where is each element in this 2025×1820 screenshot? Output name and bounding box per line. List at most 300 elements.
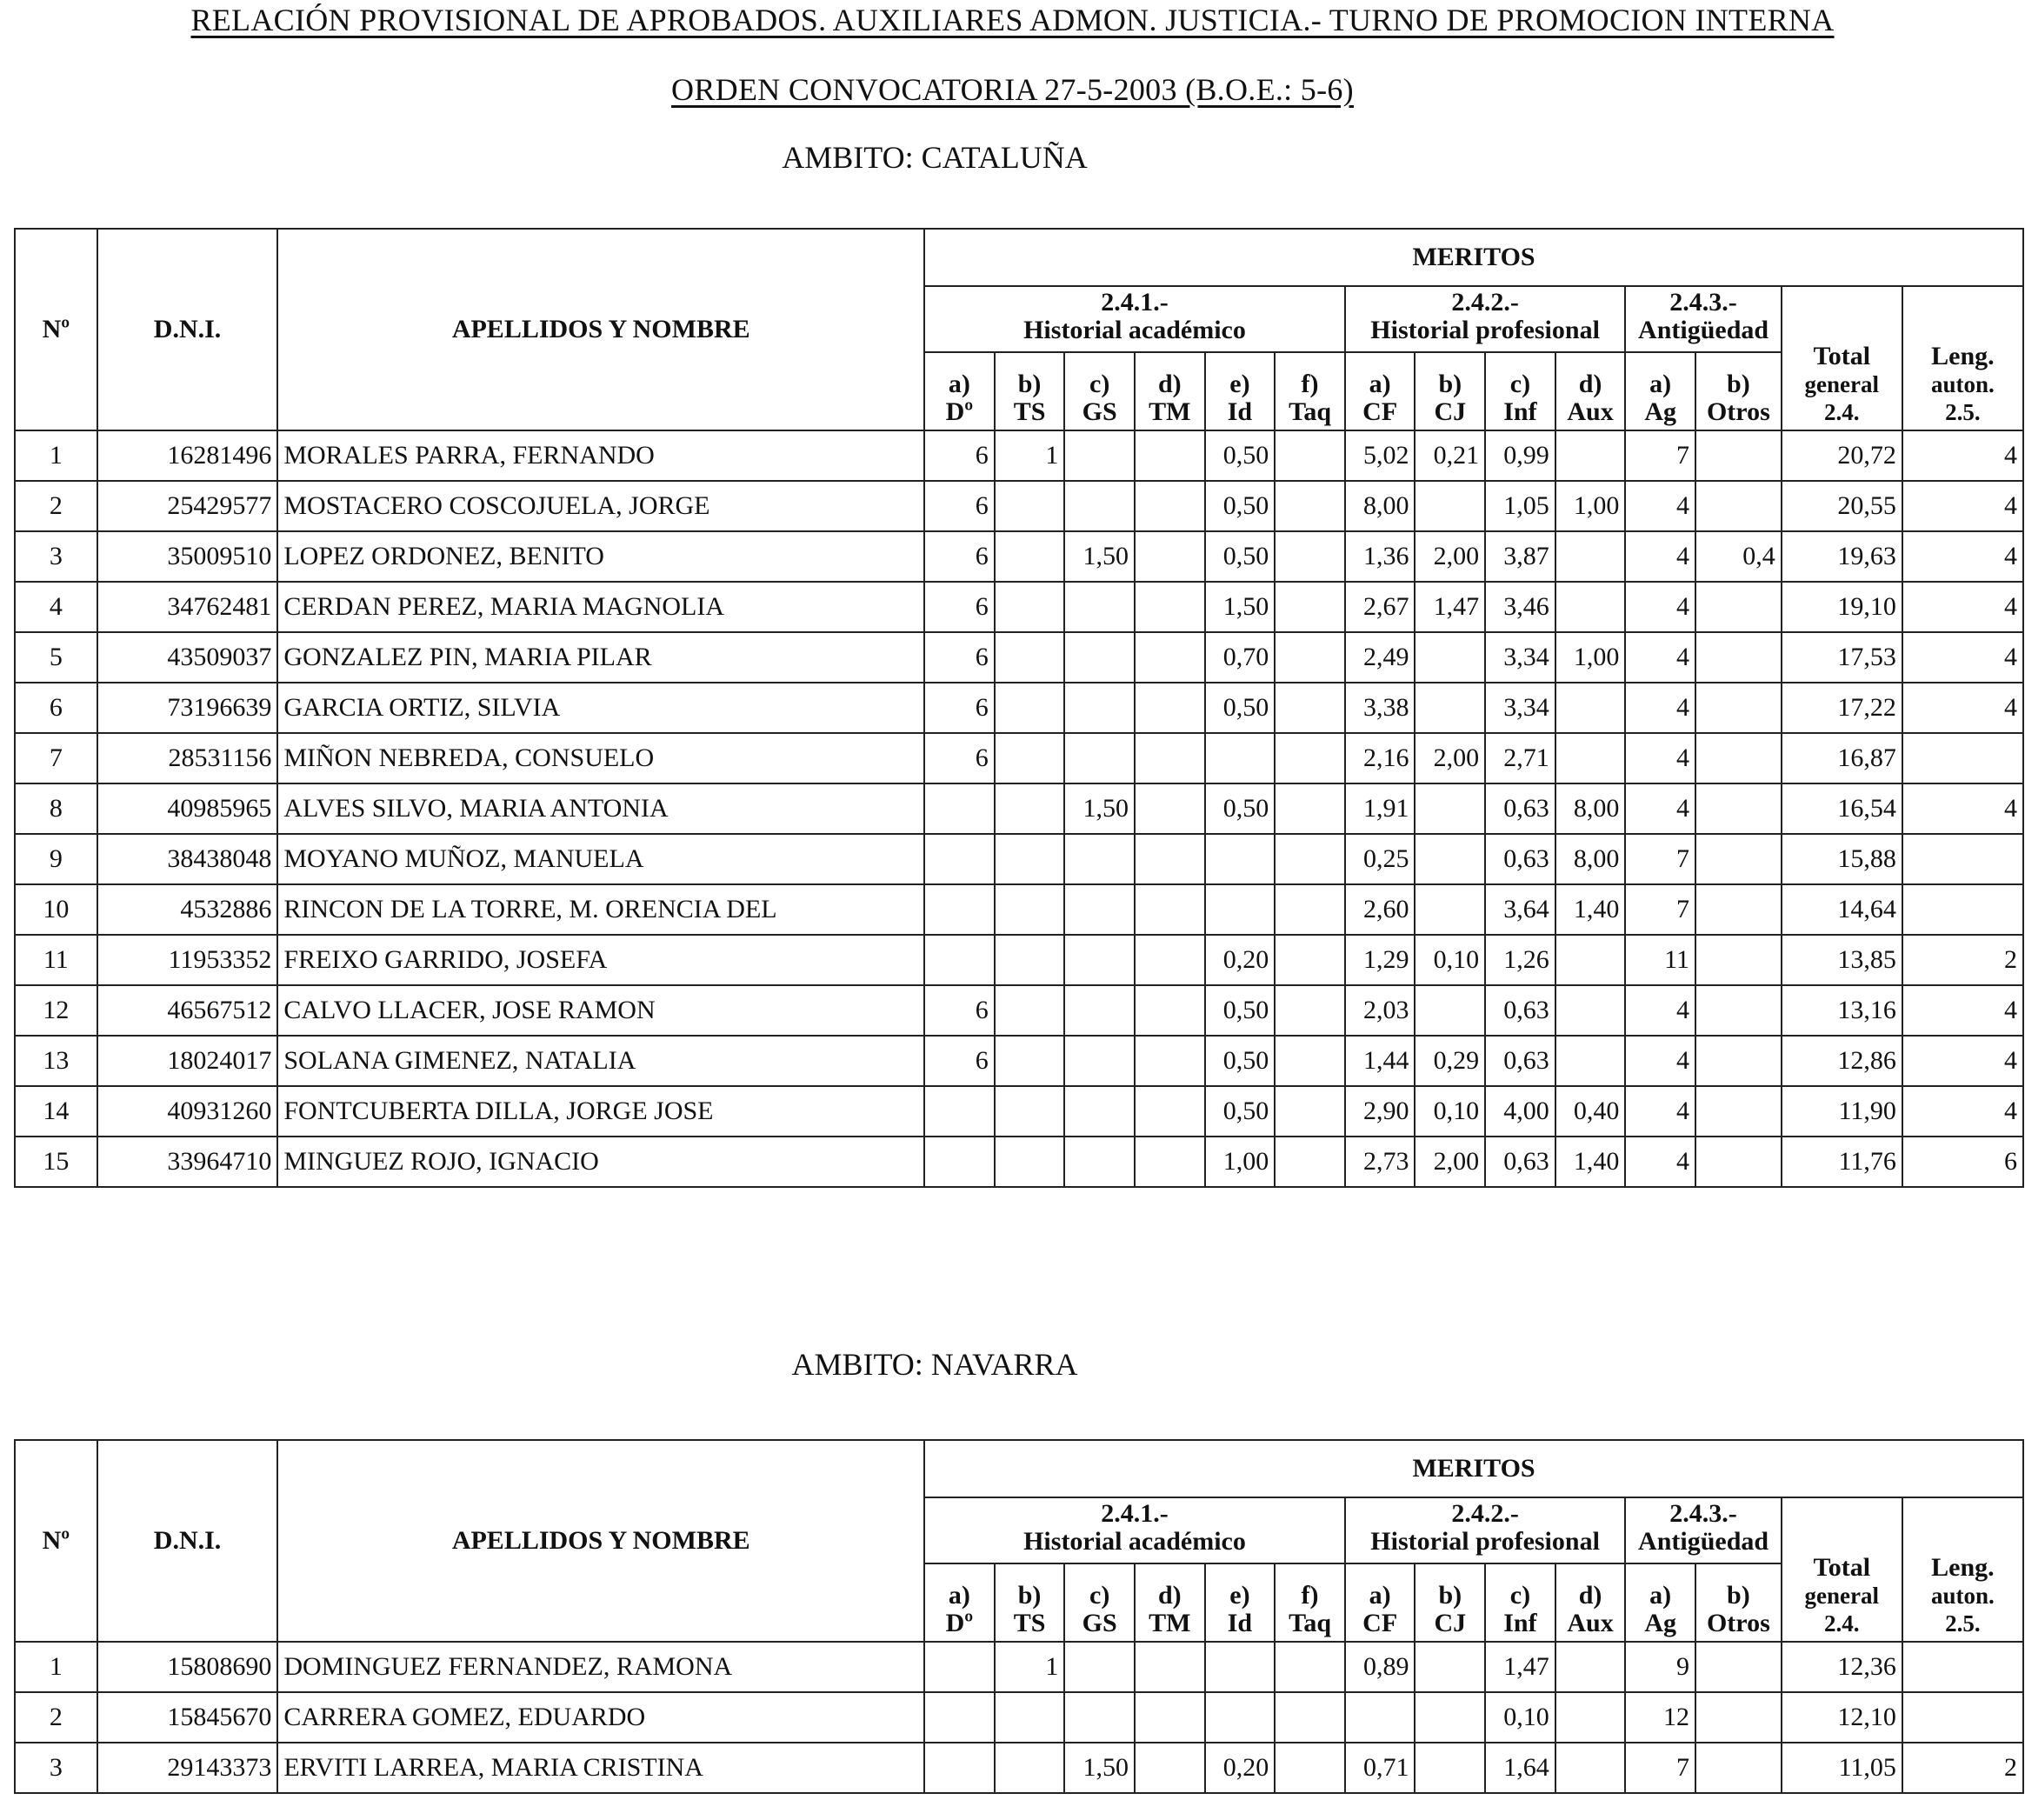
cell-value: 0,25 — [1345, 834, 1416, 884]
cell-name: MOSTACERO COSCOJUELA, JORGE — [277, 481, 924, 531]
cell-value — [995, 783, 1065, 834]
cell-value: 0,50 — [1205, 783, 1276, 834]
cell-dni: 15808690 — [97, 1642, 278, 1692]
cell-value — [1555, 1642, 1626, 1692]
cell-value: 2,49 — [1345, 632, 1416, 683]
subcol-letter: e) — [1229, 1581, 1250, 1610]
subcol-letter: a) — [1649, 1581, 1672, 1610]
table-row — [15, 582, 2023, 632]
cell-value — [1695, 1086, 1782, 1137]
cell-value — [1695, 834, 1782, 884]
cell-value — [1555, 985, 1626, 1036]
cell-value — [1695, 430, 1782, 481]
subcol-abbr: Id — [1227, 1609, 1253, 1637]
cell-value — [1275, 683, 1345, 733]
col-header-meritos: MERITOS — [924, 1440, 2023, 1497]
subcol-abbr: TS — [1013, 1609, 1046, 1637]
group-header-antiguedad-code: 2.4.3.- — [1669, 1499, 1737, 1528]
cell-value: 1,29 — [1345, 935, 1416, 985]
cell-value — [995, 834, 1065, 884]
cell-value — [924, 1743, 995, 1793]
cell-value: 6 — [924, 531, 995, 582]
cell-value: 1,26 — [1485, 935, 1555, 985]
subcol-header — [1345, 1563, 1416, 1642]
cell-value: 1,64 — [1485, 1743, 1555, 1793]
cell-value — [924, 1642, 995, 1692]
cell-no: 12 — [15, 985, 97, 1036]
cell-value — [995, 935, 1065, 985]
cell-value — [1135, 582, 1205, 632]
cell-no: 11 — [15, 935, 97, 985]
subcol-letter: d) — [1157, 370, 1182, 398]
cell-value: 4 — [1902, 683, 2023, 733]
subcol-header — [1555, 352, 1626, 430]
cell-value — [1695, 582, 1782, 632]
cell-value — [1275, 430, 1345, 481]
cell-dni: 16281496 — [97, 430, 278, 481]
cell-name: CARRERA GOMEZ, EDUARDO — [277, 1692, 924, 1743]
cell-value — [1064, 632, 1135, 683]
group-header-academico-label: Historial académico — [1023, 1527, 1246, 1556]
cell-value — [1695, 935, 1782, 985]
subcol-letter: b) — [1438, 1581, 1462, 1610]
cell-value — [995, 582, 1065, 632]
cell-value — [1135, 430, 1205, 481]
cell-value — [924, 884, 995, 935]
cell-value — [1415, 1743, 1485, 1793]
cell-value: 4 — [1625, 632, 1695, 683]
cell-value — [1555, 582, 1626, 632]
cell-value — [1064, 935, 1135, 985]
cell-value — [1135, 985, 1205, 1036]
cell-value: 0,63 — [1485, 783, 1555, 834]
cell-dni: 29143373 — [97, 1743, 278, 1793]
cell-value: 2,00 — [1415, 1137, 1485, 1187]
subcol-abbr: Otros — [1706, 397, 1770, 426]
cell-value — [1205, 1692, 1276, 1743]
subcol-abbr: Taq — [1289, 397, 1332, 426]
subcol-header — [1064, 352, 1135, 430]
cell-dni: 15845670 — [97, 1692, 278, 1743]
cell-value — [1275, 884, 1345, 935]
cell-value — [995, 1743, 1065, 1793]
cell-value — [995, 531, 1065, 582]
cell-value — [1064, 481, 1135, 531]
cell-value: 4 — [1902, 582, 2023, 632]
cell-name: FONTCUBERTA DILLA, JORGE JOSE — [277, 1086, 924, 1137]
cell-value: 4 — [1902, 783, 2023, 834]
subcol-letter: e) — [1229, 370, 1250, 398]
cell-value: 17,53 — [1782, 632, 1902, 683]
subcol-abbr: TM — [1149, 397, 1191, 426]
table-row — [15, 1036, 2023, 1086]
cell-value: 1,40 — [1555, 884, 1626, 935]
cell-value: 13,85 — [1782, 935, 1902, 985]
cell-value: 2,00 — [1415, 733, 1485, 783]
cell-value — [1135, 834, 1205, 884]
cell-value — [995, 884, 1065, 935]
cell-value — [1135, 1743, 1205, 1793]
cell-value — [1275, 1086, 1345, 1137]
cell-value: 3,34 — [1485, 632, 1555, 683]
results-table-cataluna — [14, 228, 2024, 1188]
cell-value: 0,10 — [1415, 935, 1485, 985]
cell-value — [1205, 733, 1276, 783]
cell-value — [1695, 884, 1782, 935]
subcol-letter: d) — [1578, 370, 1602, 398]
cell-value: 6 — [924, 632, 995, 683]
subcol-abbr: CF — [1362, 1609, 1398, 1637]
group-header-antiguedad-code: 2.4.3.- — [1669, 288, 1737, 317]
table-row — [15, 683, 2023, 733]
col-header-meritos: MERITOS — [924, 229, 2023, 286]
cell-name: MINGUEZ ROJO, IGNACIO — [277, 1137, 924, 1187]
cell-value: 0,4 — [1695, 531, 1782, 582]
cell-value: 3,34 — [1485, 683, 1555, 733]
cell-value: 0,70 — [1205, 632, 1276, 683]
cell-value — [1555, 531, 1626, 582]
subcol-header — [995, 1563, 1065, 1642]
cell-dni: 4532886 — [97, 884, 278, 935]
cell-value: 8,00 — [1555, 783, 1626, 834]
cell-value: 17,22 — [1782, 683, 1902, 733]
cell-value — [995, 632, 1065, 683]
subcol-letter: d) — [1578, 1581, 1602, 1610]
cell-value — [1064, 1036, 1135, 1086]
subcol-header — [1695, 1563, 1782, 1642]
cell-value — [1064, 582, 1135, 632]
cell-no: 3 — [15, 1743, 97, 1793]
section-title-cataluna: AMBITO: CATALUÑA — [782, 140, 1088, 175]
cell-value: 4,00 — [1485, 1086, 1555, 1137]
subcol-abbr: Ag — [1644, 1609, 1676, 1637]
table-row — [15, 1086, 2023, 1137]
cell-no: 2 — [15, 481, 97, 531]
subcol-header — [1345, 352, 1416, 430]
cell-no: 8 — [15, 783, 97, 834]
cell-no: 13 — [15, 1036, 97, 1086]
subcol-header — [1135, 1563, 1205, 1642]
cell-no: 1 — [15, 430, 97, 481]
cell-value — [1695, 1743, 1782, 1793]
subcol-header — [995, 352, 1065, 430]
subcol-letter: a) — [1369, 370, 1391, 398]
cell-value: 7 — [1625, 1743, 1695, 1793]
cell-value: 0,63 — [1485, 985, 1555, 1036]
cell-value — [1275, 481, 1345, 531]
cell-no: 10 — [15, 884, 97, 935]
cell-name: ALVES SILVO, MARIA ANTONIA — [277, 783, 924, 834]
cell-value — [1064, 430, 1135, 481]
cell-value — [1275, 531, 1345, 582]
cell-value — [995, 733, 1065, 783]
cell-value — [1064, 834, 1135, 884]
table-row — [15, 430, 2023, 481]
group-header-academico-code: 2.4.1.- — [1101, 288, 1169, 317]
cell-value — [1275, 733, 1345, 783]
cell-value: 6 — [924, 683, 995, 733]
cell-value — [995, 1086, 1065, 1137]
cell-value: 0,71 — [1345, 1743, 1416, 1793]
cell-value — [995, 1692, 1065, 1743]
subcol-letter: b) — [1017, 370, 1042, 398]
total-l3: 2.4. — [1824, 399, 1860, 425]
subcol-abbr: Id — [1227, 397, 1253, 426]
cell-value — [1415, 985, 1485, 1036]
cell-value: 6 — [924, 481, 995, 531]
subcol-header — [1415, 1563, 1485, 1642]
cell-value — [1345, 1692, 1416, 1743]
cell-value — [1135, 632, 1205, 683]
subcol-header — [1625, 1563, 1695, 1642]
cell-name: CALVO LLACER, JOSE RAMON — [277, 985, 924, 1036]
subcol-abbr: CF — [1362, 397, 1398, 426]
cell-value — [1135, 683, 1205, 733]
cell-name: SOLANA GIMENEZ, NATALIA — [277, 1036, 924, 1086]
cell-value: 14,64 — [1782, 884, 1902, 935]
cell-value: 0,50 — [1205, 531, 1276, 582]
subcol-abbr: Otros — [1706, 1609, 1770, 1637]
cell-name: GONZALEZ PIN, MARIA PILAR — [277, 632, 924, 683]
cell-name: GARCIA ORTIZ, SILVIA — [277, 683, 924, 733]
cell-name: CERDAN PEREZ, MARIA MAGNOLIA — [277, 582, 924, 632]
cell-value — [1135, 884, 1205, 935]
cell-value: 0,63 — [1485, 1137, 1555, 1187]
cell-value: 0,99 — [1485, 430, 1555, 481]
col-header-total — [1782, 1497, 1902, 1642]
cell-no: 15 — [15, 1137, 97, 1187]
cell-value — [1064, 1137, 1135, 1187]
cell-value — [1275, 985, 1345, 1036]
cell-dni: 11953352 — [97, 935, 278, 985]
subcol-letter: f) — [1301, 370, 1319, 398]
cell-value: 2,73 — [1345, 1137, 1416, 1187]
cell-no: 6 — [15, 683, 97, 733]
section-title-navarra: AMBITO: NAVARRA — [791, 1347, 1078, 1382]
table-row — [15, 481, 2023, 531]
cell-value — [1695, 733, 1782, 783]
cell-no: 14 — [15, 1086, 97, 1137]
total-l1: Total — [1813, 342, 1871, 370]
table-row — [15, 935, 2023, 985]
cell-value — [1275, 1642, 1345, 1692]
cell-value — [1902, 1642, 2023, 1692]
cell-value — [1695, 783, 1782, 834]
cell-value: 12,10 — [1782, 1692, 1902, 1743]
subcol-header — [1135, 352, 1205, 430]
leng-l2: auton. — [1931, 1583, 1995, 1609]
cell-value: 1,05 — [1485, 481, 1555, 531]
cell-value: 2,71 — [1485, 733, 1555, 783]
cell-value: 1,50 — [1064, 1743, 1135, 1793]
cell-value: 4 — [1625, 1036, 1695, 1086]
cell-value: 13,16 — [1782, 985, 1902, 1036]
cell-value — [1135, 1137, 1205, 1187]
cell-value — [1695, 481, 1782, 531]
cell-value: 12,36 — [1782, 1642, 1902, 1692]
cell-value: 0,63 — [1485, 1036, 1555, 1086]
subcol-header — [1555, 1563, 1626, 1642]
cell-value: 6 — [1902, 1137, 2023, 1187]
cell-value: 0,10 — [1485, 1692, 1555, 1743]
cell-value — [995, 1137, 1065, 1187]
cell-value: 0,89 — [1345, 1642, 1416, 1692]
cell-value: 11 — [1625, 935, 1695, 985]
subcol-abbr: TS — [1013, 397, 1046, 426]
subcol-abbr: Aux — [1567, 397, 1614, 426]
cell-value: 2 — [1902, 935, 2023, 985]
cell-name: DOMINGUEZ FERNANDEZ, RAMONA — [277, 1642, 924, 1692]
cell-value: 4 — [1625, 783, 1695, 834]
cell-value — [995, 1036, 1065, 1086]
cell-value — [1275, 632, 1345, 683]
cell-value: 12 — [1625, 1692, 1695, 1743]
table-row — [15, 632, 2023, 683]
table-row — [15, 884, 2023, 935]
cell-value: 1,91 — [1345, 783, 1416, 834]
cell-value: 4 — [1902, 531, 2023, 582]
cell-value: 1,47 — [1415, 582, 1485, 632]
subcol-header — [1205, 352, 1276, 430]
subcol-abbr: Taq — [1289, 1609, 1332, 1637]
cell-value: 4 — [1625, 531, 1695, 582]
cell-value: 7 — [1625, 430, 1695, 481]
cell-value: 4 — [1902, 1036, 2023, 1086]
subcol-letter: c) — [1509, 370, 1531, 398]
subcol-abbr: GS — [1082, 397, 1117, 426]
results-table-navarra — [14, 1439, 2024, 1794]
group-header-profesional-code: 2.4.2.- — [1451, 1499, 1519, 1528]
cell-value: 9 — [1625, 1642, 1695, 1692]
cell-dni: 33964710 — [97, 1137, 278, 1187]
cell-dni: 43509037 — [97, 632, 278, 683]
cell-value — [1205, 1642, 1276, 1692]
cell-value: 2,00 — [1415, 531, 1485, 582]
cell-value — [1135, 935, 1205, 985]
cell-value — [1135, 1036, 1205, 1086]
total-l2: general — [1804, 371, 1880, 397]
subcol-abbr: CJ — [1434, 397, 1467, 426]
cell-value — [1695, 632, 1782, 683]
group-header-academico — [924, 1497, 1345, 1563]
col-header-no: Nº — [15, 1440, 97, 1642]
subcol-letter: b) — [1727, 370, 1750, 398]
subcol-header — [1275, 352, 1345, 430]
cell-value — [1695, 1692, 1782, 1743]
cell-value — [1555, 1743, 1626, 1793]
cell-value — [1275, 1137, 1345, 1187]
subcol-header — [1485, 1563, 1555, 1642]
subcol-header — [924, 1563, 995, 1642]
cell-value: 0,50 — [1205, 985, 1276, 1036]
table-row — [15, 733, 2023, 783]
subcol-letter: c) — [1509, 1581, 1531, 1610]
cell-value — [1135, 1642, 1205, 1692]
cell-value — [1415, 481, 1485, 531]
cell-value — [1275, 1743, 1345, 1793]
cell-value — [995, 481, 1065, 531]
cell-value — [1064, 1086, 1135, 1137]
cell-value: 0,10 — [1415, 1086, 1485, 1137]
subcol-abbr: Inf — [1503, 397, 1537, 426]
cell-value: 0,50 — [1205, 683, 1276, 733]
subcol-letter: a) — [1369, 1581, 1391, 1610]
cell-value: 4 — [1902, 1086, 2023, 1137]
cell-value — [1275, 834, 1345, 884]
cell-dni: 28531156 — [97, 733, 278, 783]
cell-dni: 25429577 — [97, 481, 278, 531]
cell-value — [1275, 1692, 1345, 1743]
cell-value: 0,50 — [1205, 481, 1276, 531]
cell-value — [1902, 834, 2023, 884]
col-header-dni: D.N.I. — [97, 229, 278, 430]
table-row — [15, 1137, 2023, 1187]
cell-value: 1,40 — [1555, 1137, 1626, 1187]
cell-dni: 73196639 — [97, 683, 278, 733]
subcol-abbr: GS — [1082, 1609, 1117, 1637]
cell-value: 0,21 — [1415, 430, 1485, 481]
cell-value — [1135, 481, 1205, 531]
cell-name: MOYANO MUÑOZ, MANUELA — [277, 834, 924, 884]
group-header-academico-code: 2.4.1.- — [1101, 1499, 1169, 1528]
cell-value — [1415, 834, 1485, 884]
cell-value: 1,00 — [1205, 1137, 1276, 1187]
cell-value: 1,00 — [1555, 481, 1626, 531]
cell-value: 6 — [924, 430, 995, 481]
cell-dni: 46567512 — [97, 985, 278, 1036]
cell-value: 2,60 — [1345, 884, 1416, 935]
cell-no: 3 — [15, 531, 97, 582]
col-header-lengua — [1902, 1497, 2023, 1642]
subcol-header — [1695, 352, 1782, 430]
cell-value: 2,16 — [1345, 733, 1416, 783]
cell-value — [995, 683, 1065, 733]
cell-value — [1695, 1036, 1782, 1086]
leng-l3: 2.5. — [1945, 1610, 1981, 1637]
cell-value — [1205, 884, 1276, 935]
cell-value — [1555, 1036, 1626, 1086]
cell-value — [1902, 733, 2023, 783]
cell-dni: 35009510 — [97, 531, 278, 582]
total-l2: general — [1804, 1583, 1880, 1609]
cell-dni: 38438048 — [97, 834, 278, 884]
cell-value — [924, 935, 995, 985]
cell-value: 0,50 — [1205, 1036, 1276, 1086]
total-l1: Total — [1813, 1553, 1871, 1582]
group-header-profesional — [1345, 286, 1626, 352]
cell-value: 0,29 — [1415, 1036, 1485, 1086]
cell-value: 2,03 — [1345, 985, 1416, 1036]
subcol-letter: d) — [1157, 1581, 1182, 1610]
subcol-abbr: Aux — [1567, 1609, 1614, 1637]
cell-value: 3,38 — [1345, 683, 1416, 733]
table-row — [15, 783, 2023, 834]
cell-value — [1415, 1692, 1485, 1743]
cell-value: 6 — [924, 733, 995, 783]
cell-value — [1695, 1642, 1782, 1692]
table-row — [15, 985, 2023, 1036]
cell-value: 6 — [924, 582, 995, 632]
cell-value — [1555, 935, 1626, 985]
cell-no: 7 — [15, 733, 97, 783]
cell-value: 1,50 — [1205, 582, 1276, 632]
group-header-academico — [924, 286, 1345, 352]
cell-value — [1064, 733, 1135, 783]
cell-value — [924, 834, 995, 884]
group-header-antiguedad — [1625, 1497, 1781, 1563]
cell-value: 1,00 — [1555, 632, 1626, 683]
cell-value: 7 — [1625, 884, 1695, 935]
